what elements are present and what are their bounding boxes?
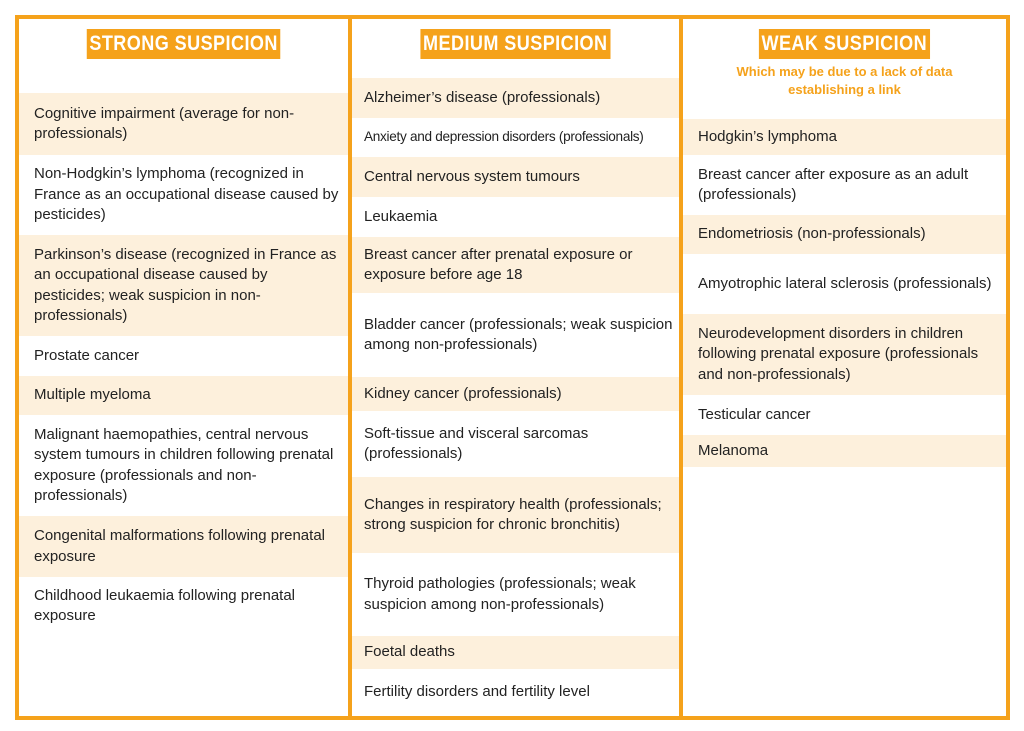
list-item: Soft-tissue and visceral sarcomas (professionals): [364, 424, 589, 462]
list-item: Endometriosis (non-professionals): [683, 215, 1006, 254]
suspicion-table: [15, 15, 1010, 720]
list-item: Amyotrophic lateral sclerosis (professionals): [698, 274, 992, 292]
list-item: Foetal deaths: [352, 636, 679, 669]
item-list: [352, 78, 679, 715]
list-item: Prostate cancer: [34, 346, 140, 364]
list-item: Childhood leukaemia following prenatal exposure: [34, 586, 295, 624]
weak-suspicion-column: [683, 19, 1006, 716]
column-title: STRONG SUSPICION: [87, 29, 281, 59]
column-header: [683, 19, 1006, 99]
column-title: MEDIUM SUSPICION: [421, 29, 611, 59]
list-item: Parkinson’s disease (recognized in France as an occupational disease caused by pesticides; weak suspicion in non-professionals): [19, 235, 348, 336]
column-title: WEAK SUSPICION: [759, 29, 930, 59]
list-item: Central nervous system tumours: [352, 157, 679, 197]
column-header: [19, 19, 348, 59]
medium-suspicion-column: [352, 19, 679, 716]
list-item: Alzheimer’s disease (professionals): [352, 78, 679, 118]
item-list: [683, 119, 1006, 467]
list-item: Fertility disorders and fertility level: [364, 682, 590, 700]
list-item: Breast cancer after prenatal exposure or exposure before age 18: [352, 237, 679, 293]
list-item: Changes in respiratory health (professionals; strong suspicion for chronic bronchitis): [352, 477, 679, 553]
list-item: Hodgkin’s lymphoma: [683, 119, 1006, 155]
list-item: Melanoma: [683, 435, 1006, 467]
list-item: Breast cancer after exposure as an adult (professionals): [698, 165, 969, 203]
item-list: [19, 93, 348, 635]
list-item: Thyroid pathologies (professionals; weak suspicion among non-professionals): [364, 575, 636, 613]
list-item: Testicular cancer: [698, 405, 811, 423]
list-item: Anxiety and depression disorders (professionals): [364, 129, 644, 145]
list-item: Leukaemia: [364, 207, 438, 225]
list-item: Neurodevelopment disorders in children following prenatal exposure (professionals and non-professionals): [683, 314, 1006, 395]
subtitle-text: Which may be due to a lack of data establishing a link: [736, 64, 953, 97]
list-item: Congenital malformations following prenatal exposure: [19, 516, 348, 577]
list-item: Cognitive impairment (average for non-professionals): [19, 93, 348, 155]
list-item: Bladder cancer (professionals; weak suspicion among non-professionals): [364, 315, 673, 353]
list-item: Non-Hodgkin’s lymphoma (recognized in France as an occupational disease caused by pesticides): [34, 165, 339, 224]
list-item: Kidney cancer (professionals): [352, 377, 679, 411]
list-item: Malignant haemopathies, central nervous system tumours in children following prenatal exposure (professionals and non-professionals): [34, 425, 334, 504]
column-header: [352, 19, 679, 59]
strong-suspicion-column: [19, 19, 348, 716]
list-item: Multiple myeloma: [19, 376, 348, 415]
column-subtitle: [683, 63, 1006, 99]
